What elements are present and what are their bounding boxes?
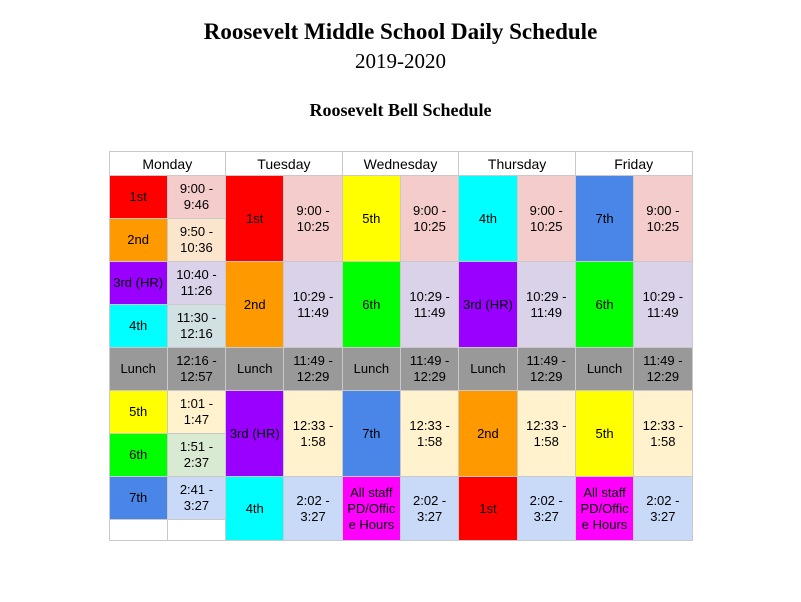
time-cell: 2:02 - 3:27 <box>517 477 575 541</box>
time-cell: 10:29 - 11:49 <box>517 262 575 348</box>
day-header-tuesday: Tuesday <box>226 152 343 176</box>
time-cell: 9:00 - 9:46 <box>167 176 225 219</box>
day-header-row <box>109 152 692 176</box>
table-row <box>109 176 692 219</box>
period-cell: 4th <box>226 477 284 541</box>
time-cell: 11:49 - 12:29 <box>634 348 692 391</box>
period-cell: Lunch <box>226 348 284 391</box>
time-cell: 10:29 - 11:49 <box>284 262 342 348</box>
period-cell: 1st <box>109 176 167 219</box>
time-cell: 10:29 - 11:49 <box>400 262 458 348</box>
period-cell: 6th <box>342 262 400 348</box>
lunch-row <box>109 348 692 391</box>
time-cell: 12:33 - 1:58 <box>517 391 575 477</box>
period-cell: 7th <box>109 477 167 520</box>
period-cell: 5th <box>342 176 400 262</box>
period-cell: 2nd <box>459 391 517 477</box>
time-cell: 12:33 - 1:58 <box>400 391 458 477</box>
day-header-monday: Monday <box>109 152 226 176</box>
period-cell: 1st <box>226 176 284 262</box>
period-cell: 3rd (HR) <box>459 262 517 348</box>
period-cell: 7th <box>342 391 400 477</box>
day-header-thursday: Thursday <box>459 152 576 176</box>
period-cell: 3rd (HR) <box>109 262 167 305</box>
time-cell: 11:49 - 12:29 <box>284 348 342 391</box>
bell-schedule-table <box>109 151 693 541</box>
table-row <box>109 477 692 520</box>
time-cell: 12:16 - 12:57 <box>167 348 225 391</box>
time-cell: 2:02 - 3:27 <box>634 477 692 541</box>
period-cell: 6th <box>575 262 633 348</box>
period-cell: Lunch <box>342 348 400 391</box>
period-cell: All staff PD/Office Hours <box>342 477 400 541</box>
table-row <box>109 262 692 305</box>
empty-cell <box>109 520 167 541</box>
time-cell: 11:49 - 12:29 <box>517 348 575 391</box>
time-cell: 1:01 - 1:47 <box>167 391 225 434</box>
time-cell: 12:33 - 1:58 <box>634 391 692 477</box>
time-cell: 2:02 - 3:27 <box>284 477 342 541</box>
time-cell: 9:00 - 10:25 <box>284 176 342 262</box>
time-cell: 9:50 - 10:36 <box>167 219 225 262</box>
time-cell: 11:30 - 12:16 <box>167 305 225 348</box>
table-row <box>109 391 692 434</box>
period-cell: 4th <box>459 176 517 262</box>
period-cell: 7th <box>575 176 633 262</box>
time-cell: 1:51 - 2:37 <box>167 434 225 477</box>
day-header-wednesday: Wednesday <box>342 152 459 176</box>
time-cell: 9:00 - 10:25 <box>517 176 575 262</box>
period-cell: All staff PD/Office Hours <box>575 477 633 541</box>
time-cell: 11:49 - 12:29 <box>400 348 458 391</box>
day-header-friday: Friday <box>575 152 692 176</box>
period-cell: Lunch <box>459 348 517 391</box>
period-cell: Lunch <box>109 348 167 391</box>
period-cell: 5th <box>109 391 167 434</box>
school-year: 2019-2020 <box>355 49 446 74</box>
period-cell: 1st <box>459 477 517 541</box>
period-cell: 4th <box>109 305 167 348</box>
time-cell: 9:00 - 10:25 <box>634 176 692 262</box>
period-cell: 6th <box>109 434 167 477</box>
empty-cell <box>167 520 225 541</box>
bell-schedule-heading: Roosevelt Bell Schedule <box>309 99 492 120</box>
page-title: Roosevelt Middle School Daily Schedule <box>203 19 598 44</box>
time-cell: 2:02 - 3:27 <box>400 477 458 541</box>
period-cell: Lunch <box>575 348 633 391</box>
time-cell: 10:29 - 11:49 <box>634 262 692 348</box>
period-cell: 2nd <box>109 219 167 262</box>
period-cell: 3rd (HR) <box>226 391 284 477</box>
period-cell: 2nd <box>226 262 284 348</box>
time-cell: 2:41 - 3:27 <box>167 477 225 520</box>
time-cell: 12:33 - 1:58 <box>284 391 342 477</box>
time-cell: 10:40 - 11:26 <box>167 262 225 305</box>
time-cell: 9:00 - 10:25 <box>400 176 458 262</box>
period-cell: 5th <box>575 391 633 477</box>
